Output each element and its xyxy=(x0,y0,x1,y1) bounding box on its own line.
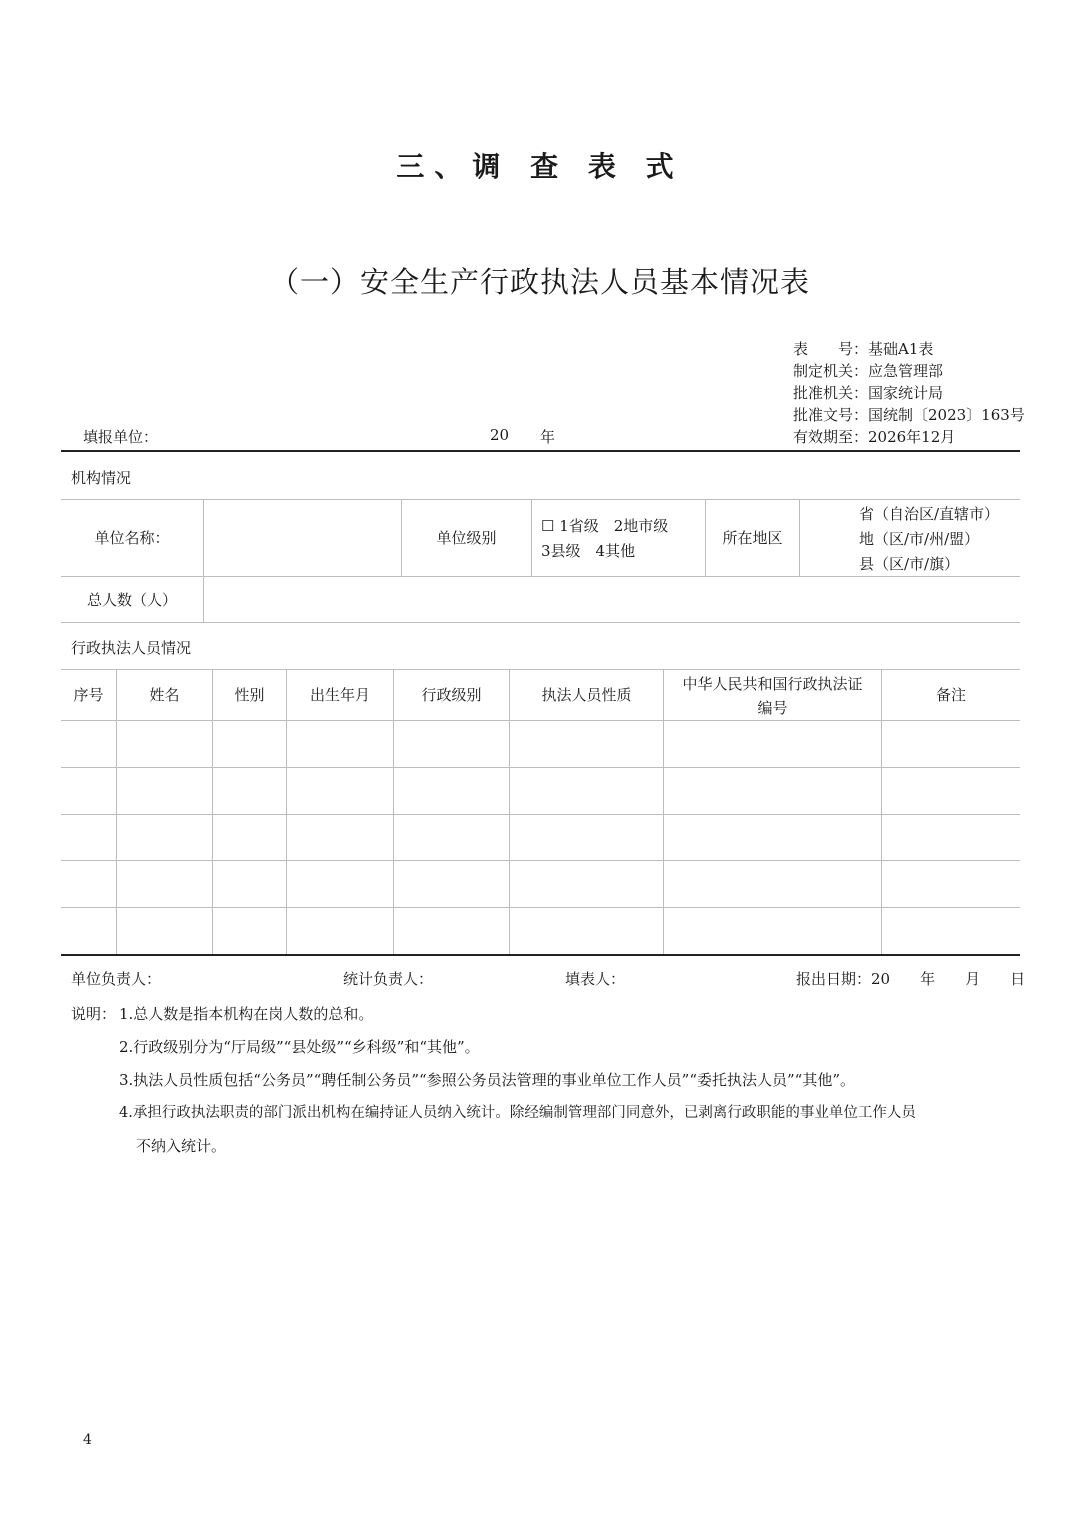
unit-head-label: 单位负责人： xyxy=(71,970,162,988)
issuing-authority: 制定机关：应急管理部 xyxy=(793,362,944,380)
year-suffix: 年 xyxy=(540,428,556,446)
header-name: 姓名 xyxy=(149,686,180,704)
note-item-4-cont: 不纳入统计。 xyxy=(136,1137,227,1155)
table-row[interactable] xyxy=(61,768,1020,814)
note-item-3: 3.执法人员性质包括“公务员”“聘任制公务员”“参照公务员法管理的事业单位工作人员”“委托执法人员”“其他”。 xyxy=(119,1071,856,1089)
header-cert-line1: 中华人民共和国行政执法证 xyxy=(682,675,863,693)
unit-level-options[interactable] xyxy=(541,514,705,564)
header-cert-number xyxy=(664,672,881,720)
form-title: （一）安全生产行政执法人员基本情况表 xyxy=(269,265,810,299)
filler-label: 填表人： xyxy=(565,970,626,988)
report-date-label: 报出日期：20 年 月 日 xyxy=(796,970,1026,988)
approving-authority: 批准机关：国家统计局 xyxy=(793,384,944,402)
header-serial: 序号 xyxy=(73,686,104,704)
location-label: 所在地区 xyxy=(722,529,783,547)
header-birth: 出生年月 xyxy=(309,686,370,704)
unit-name-field[interactable] xyxy=(204,500,401,576)
table-row[interactable] xyxy=(61,861,1020,907)
divider xyxy=(799,499,800,577)
table-row[interactable] xyxy=(61,721,1020,767)
stats-head-label: 统计负责人： xyxy=(343,970,434,988)
header-staff-type: 执法人员性质 xyxy=(541,686,632,704)
location-field[interactable] xyxy=(859,502,1019,577)
table-row[interactable] xyxy=(61,908,1020,954)
unit-level-options-line1: ☐ 1省级 2地市级 xyxy=(541,517,669,535)
section-org-label: 机构情况 xyxy=(71,468,132,487)
table-number: 表 号：基础A1表 xyxy=(793,340,934,358)
note-item-2: 2.行政级别分为“厅局级”“县处级”“乡科级”和“其他”。 xyxy=(119,1038,480,1056)
approval-document: 批准文号：国统制〔2023〕163号 xyxy=(793,406,1025,424)
table-row[interactable] xyxy=(61,815,1020,860)
table-top-rule xyxy=(61,450,1020,452)
location-province: 省（自治区/直辖市） xyxy=(859,505,1000,523)
table-bottom-rule xyxy=(61,954,1020,956)
header-remarks: 备注 xyxy=(935,686,966,704)
unit-name-label: 单位名称： xyxy=(94,529,170,547)
header-gender: 性别 xyxy=(234,686,265,704)
section-staff-label: 行政执法人员情况 xyxy=(71,638,192,657)
valid-until: 有效期至：2026年12月 xyxy=(793,428,956,446)
fill-unit-label: 填报单位： xyxy=(83,428,159,446)
location-county: 县（区/市/旗） xyxy=(859,555,960,573)
section-title: 三、调 查 表 式 xyxy=(396,150,684,183)
note-item-1: 1.总人数是指本机构在岗人数的总和。 xyxy=(119,1005,374,1023)
divider xyxy=(531,499,532,577)
note-item-4: 4.承担行政执法职责的部门派出机构在编持证人员纳入统计。除经编制管理部门同意外，已剥离行政职能的事业单位工作人员 xyxy=(119,1105,916,1121)
location-prefecture: 地（区/市/州/盟） xyxy=(859,530,980,548)
unit-level-label: 单位级别 xyxy=(436,529,497,547)
divider xyxy=(61,622,1020,623)
header-admin-level: 行政级别 xyxy=(421,686,482,704)
total-count-field[interactable] xyxy=(204,577,1020,622)
header-cert-line2: 编号 xyxy=(757,699,788,717)
total-count-label: 总人数（人） xyxy=(86,590,177,609)
unit-level-options-line2: 3县级 4其他 xyxy=(541,542,636,560)
page-number: 4 xyxy=(83,1432,92,1448)
year-prefix: 20 xyxy=(490,426,510,444)
notes-label: 说明： xyxy=(71,1005,117,1023)
